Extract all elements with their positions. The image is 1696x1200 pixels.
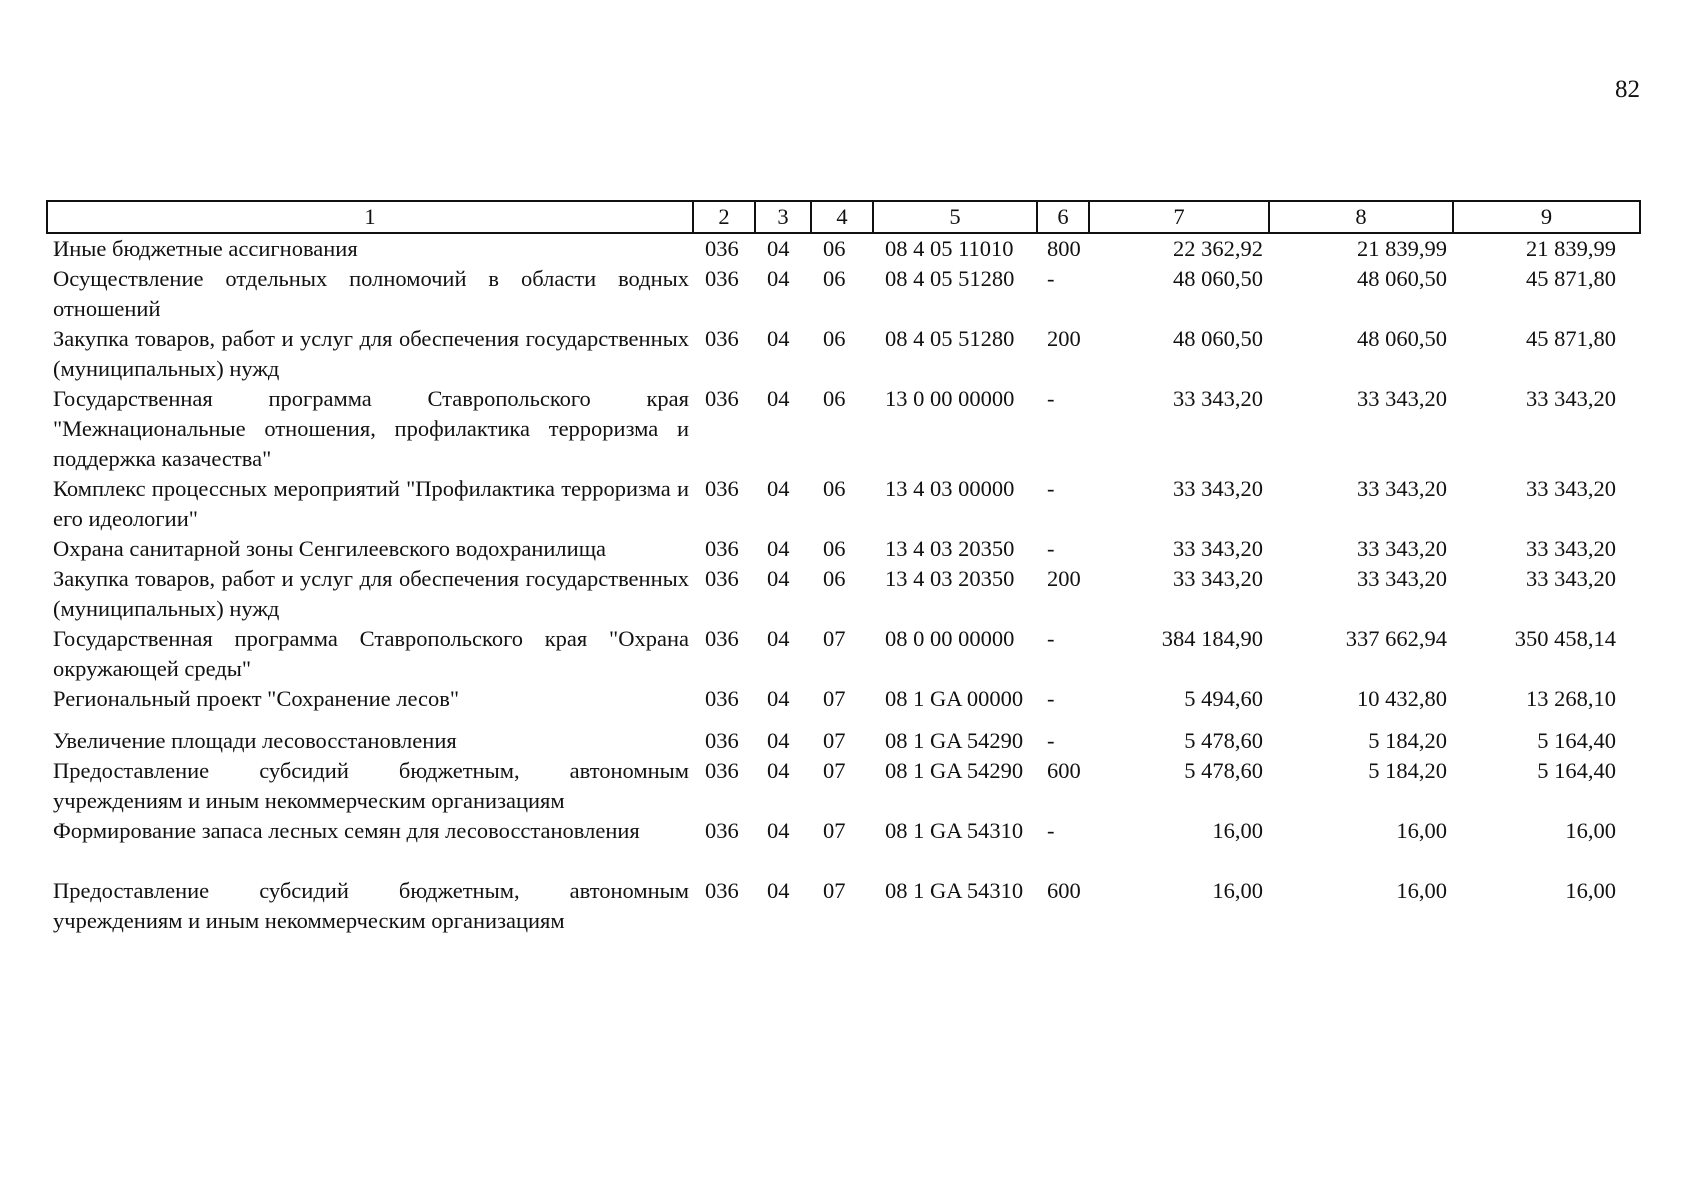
- table-row: [47, 624, 1640, 684]
- table-row: [47, 684, 1640, 726]
- table-row: [47, 534, 1640, 564]
- row-section: 04: [767, 536, 790, 561]
- row-value-2: 16,00: [1396, 818, 1447, 843]
- row-section: 04: [767, 386, 790, 411]
- row-value-2: 33 343,20: [1357, 476, 1447, 501]
- row-ministry: 036: [705, 758, 739, 783]
- row-ministry: 036: [705, 818, 739, 843]
- row-subsection: 06: [823, 236, 846, 261]
- row-name: Государственная программа Ставропольского края "Охрана окружающей среды": [53, 626, 689, 681]
- header-cell-6: 6: [1037, 201, 1089, 233]
- row-name: Осуществление отдельных полномочий в области водных отношений: [53, 266, 689, 321]
- row-ministry: 036: [705, 266, 739, 291]
- row-subsection: 07: [823, 818, 846, 843]
- row-target: 08 1 GA 00000: [885, 686, 1024, 711]
- row-name: Предоставление субсидий бюджетным, автономным учреждениям и иным некоммерческим организациям: [53, 878, 689, 933]
- row-subsection: 06: [823, 566, 846, 591]
- row-value-2: 16,00: [1396, 878, 1447, 903]
- table-row: [47, 876, 1640, 936]
- row-section: 04: [767, 236, 790, 261]
- row-vtype: 600: [1047, 758, 1081, 783]
- row-vtype: -: [1047, 386, 1055, 411]
- page-number: 82: [1615, 76, 1640, 103]
- row-target: 08 0 00 00000: [885, 626, 1015, 651]
- row-subsection: 07: [823, 878, 846, 903]
- row-vtype: -: [1047, 626, 1055, 651]
- row-name: Закупка товаров, работ и услуг для обеспечения государственных (муниципальных) нужд: [53, 326, 689, 381]
- row-value-2: 48 060,50: [1357, 266, 1447, 291]
- row-value-1: 33 343,20: [1173, 536, 1263, 561]
- row-name: Формирование запаса лесных семян для лесовосстановления: [53, 818, 640, 843]
- budget-table: [46, 200, 1641, 936]
- row-ministry: 036: [705, 878, 739, 903]
- row-target: 08 1 GA 54310: [885, 878, 1024, 903]
- row-target: 13 4 03 20350: [885, 536, 1015, 561]
- header-cell-8: 8: [1269, 201, 1453, 233]
- row-value-3: 5 164,40: [1537, 758, 1616, 783]
- row-vtype: -: [1047, 476, 1055, 501]
- row-value-1: 33 343,20: [1173, 566, 1263, 591]
- row-name: Увеличение площади лесовосстановления: [53, 728, 457, 753]
- row-value-1: 48 060,50: [1173, 326, 1263, 351]
- table-row: [47, 564, 1640, 624]
- table-row: [47, 324, 1640, 384]
- row-value-2: 5 184,20: [1368, 758, 1447, 783]
- row-name: Государственная программа Ставропольского края "Межнациональные отношения, профилактика терроризма и поддержка казачества": [53, 386, 689, 471]
- row-value-1: 22 362,92: [1173, 236, 1263, 261]
- header-cell-1: 1: [47, 201, 693, 233]
- row-subsection: 06: [823, 326, 846, 351]
- row-target: 08 4 05 11010: [885, 236, 1014, 261]
- table-row: [47, 384, 1640, 474]
- header-cell-7: 7: [1089, 201, 1269, 233]
- row-subsection: 07: [823, 758, 846, 783]
- row-value-3: 13 268,10: [1526, 686, 1616, 711]
- table-row: [47, 816, 1640, 876]
- row-target: 08 1 GA 54310: [885, 818, 1024, 843]
- table-row: [47, 474, 1640, 534]
- header-cell-9: 9: [1453, 201, 1640, 233]
- row-value-1: 33 343,20: [1173, 386, 1263, 411]
- row-value-2: 33 343,20: [1357, 566, 1447, 591]
- row-vtype: -: [1047, 266, 1055, 291]
- row-subsection: 06: [823, 536, 846, 561]
- row-name: Комплекс процессных мероприятий "Профилактика терроризма и его идеологии": [53, 476, 689, 531]
- row-section: 04: [767, 878, 790, 903]
- row-section: 04: [767, 728, 790, 753]
- row-ministry: 036: [705, 686, 739, 711]
- row-value-3: 33 343,20: [1526, 566, 1616, 591]
- row-value-3: 5 164,40: [1537, 728, 1616, 753]
- row-section: 04: [767, 266, 790, 291]
- row-value-3: 350 458,14: [1514, 626, 1616, 651]
- row-section: 04: [767, 626, 790, 651]
- row-ministry: 036: [705, 326, 739, 351]
- row-name: Иные бюджетные ассигнования: [53, 236, 358, 261]
- row-vtype: 200: [1047, 326, 1081, 351]
- row-subsection: 06: [823, 266, 846, 291]
- row-ministry: 036: [705, 566, 739, 591]
- row-target: 08 1 GA 54290: [885, 728, 1024, 753]
- row-target: 08 4 05 51280: [885, 326, 1015, 351]
- row-section: 04: [767, 326, 790, 351]
- row-ministry: 036: [705, 386, 739, 411]
- row-name: Региональный проект "Сохранение лесов": [53, 686, 460, 711]
- row-subsection: 07: [823, 686, 846, 711]
- row-vtype: -: [1047, 536, 1055, 561]
- row-subsection: 07: [823, 626, 846, 651]
- row-vtype: -: [1047, 728, 1055, 753]
- row-value-3: 33 343,20: [1526, 386, 1616, 411]
- row-name: Закупка товаров, работ и услуг для обеспечения государственных (муниципальных) нужд: [53, 566, 689, 621]
- row-vtype: 200: [1047, 566, 1081, 591]
- row-value-2: 10 432,80: [1357, 686, 1447, 711]
- row-value-2: 21 839,99: [1357, 236, 1447, 261]
- row-ministry: 036: [705, 626, 739, 651]
- header-cell-5: 5: [873, 201, 1037, 233]
- row-target: 13 4 03 00000: [885, 476, 1015, 501]
- table-row: [47, 756, 1640, 816]
- row-ministry: 036: [705, 536, 739, 561]
- row-value-1: 5 478,60: [1184, 728, 1263, 753]
- header-cell-4: 4: [811, 201, 873, 233]
- row-ministry: 036: [705, 236, 739, 261]
- row-name: Предоставление субсидий бюджетным, автономным учреждениям и иным некоммерческим организациям: [53, 758, 689, 813]
- row-section: 04: [767, 566, 790, 591]
- row-subsection: 06: [823, 386, 846, 411]
- row-value-3: 33 343,20: [1526, 536, 1616, 561]
- row-vtype: 800: [1047, 236, 1081, 261]
- row-value-3: 16,00: [1565, 818, 1616, 843]
- row-value-1: 16,00: [1212, 878, 1263, 903]
- row-target: 08 4 05 51280: [885, 266, 1015, 291]
- table-row: [47, 264, 1640, 324]
- table-row: [47, 233, 1640, 264]
- row-value-2: 33 343,20: [1357, 386, 1447, 411]
- row-value-3: 21 839,99: [1526, 236, 1616, 261]
- header-cell-2: 2: [693, 201, 755, 233]
- row-value-1: 48 060,50: [1173, 266, 1263, 291]
- row-value-2: 48 060,50: [1357, 326, 1447, 351]
- row-vtype: -: [1047, 818, 1055, 843]
- row-value-2: 337 662,94: [1345, 626, 1447, 651]
- row-name: Охрана санитарной зоны Сенгилеевского водохранилища: [53, 536, 607, 561]
- row-value-3: 16,00: [1565, 878, 1616, 903]
- row-target: 13 0 00 00000: [885, 386, 1015, 411]
- row-subsection: 06: [823, 476, 846, 501]
- row-vtype: -: [1047, 686, 1055, 711]
- row-ministry: 036: [705, 728, 739, 753]
- row-value-1: 33 343,20: [1173, 476, 1263, 501]
- row-value-2: 33 343,20: [1357, 536, 1447, 561]
- row-value-1: 384 184,90: [1161, 626, 1263, 651]
- header-cell-3: 3: [755, 201, 811, 233]
- row-value-3: 45 871,80: [1526, 326, 1616, 351]
- row-vtype: 600: [1047, 878, 1081, 903]
- row-section: 04: [767, 476, 790, 501]
- row-target: 08 1 GA 54290: [885, 758, 1024, 783]
- row-value-2: 5 184,20: [1368, 728, 1447, 753]
- header-row: [47, 201, 1640, 233]
- row-value-1: 5 494,60: [1184, 686, 1263, 711]
- table-row: [47, 726, 1640, 756]
- row-ministry: 036: [705, 476, 739, 501]
- row-value-3: 45 871,80: [1526, 266, 1616, 291]
- row-value-1: 16,00: [1212, 818, 1263, 843]
- row-value-1: 5 478,60: [1184, 758, 1263, 783]
- row-section: 04: [767, 818, 790, 843]
- row-section: 04: [767, 758, 790, 783]
- row-subsection: 07: [823, 728, 846, 753]
- row-value-3: 33 343,20: [1526, 476, 1616, 501]
- row-target: 13 4 03 20350: [885, 566, 1015, 591]
- row-section: 04: [767, 686, 790, 711]
